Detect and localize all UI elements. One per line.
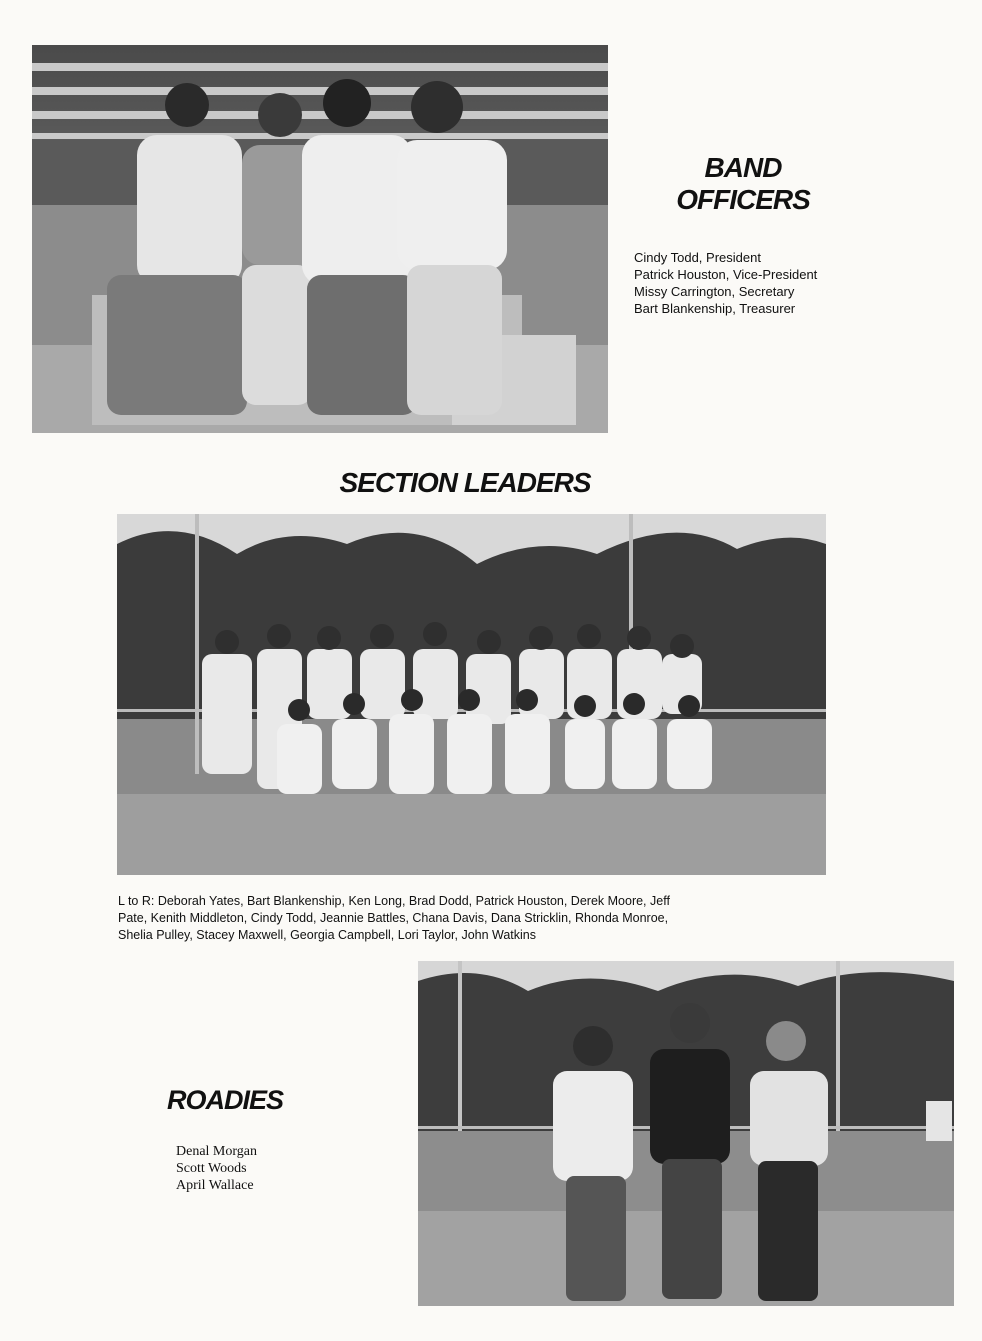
caption-line: Shelia Pulley, Stacey Maxwell, Georgia Campbell, Lori Taylor, John Watkins xyxy=(118,928,537,942)
roadies-list xyxy=(176,1143,257,1194)
section-leaders-heading: SECTION LEADERS xyxy=(339,467,591,498)
list-item: Denal Morgan xyxy=(176,1144,257,1159)
caption-line: L to R: Deborah Yates, Bart Blankenship, Ken Long, Brad Dodd, Patrick Houston, Derek Moore, Jeff xyxy=(118,894,670,908)
band-officers-heading xyxy=(648,152,838,216)
section-leaders-caption xyxy=(118,893,670,944)
band-officers-heading-line1: BAND xyxy=(704,152,782,183)
list-item: Missy Carrington, Secretary xyxy=(634,284,795,299)
list-item: Cindy Todd, President xyxy=(634,250,761,265)
band-officers-list xyxy=(634,249,817,317)
band-officers-photo xyxy=(32,45,608,433)
caption-line: Pate, Kenith Middleton, Cindy Todd, Jeannie Battles, Chana Davis, Dana Stricklin, Rhonda Monroe, xyxy=(118,911,669,925)
list-item: Bart Blankenship, Treasurer xyxy=(634,301,796,316)
list-item: April Wallace xyxy=(176,1178,254,1193)
roadies-heading: ROADIES xyxy=(166,1085,284,1115)
list-item: Scott Woods xyxy=(176,1161,247,1176)
section-leaders-photo xyxy=(117,514,826,875)
roadies-photo xyxy=(418,961,954,1306)
list-item: Patrick Houston, Vice-President xyxy=(634,267,818,282)
band-officers-heading-line2: OFFICERS xyxy=(676,184,810,215)
